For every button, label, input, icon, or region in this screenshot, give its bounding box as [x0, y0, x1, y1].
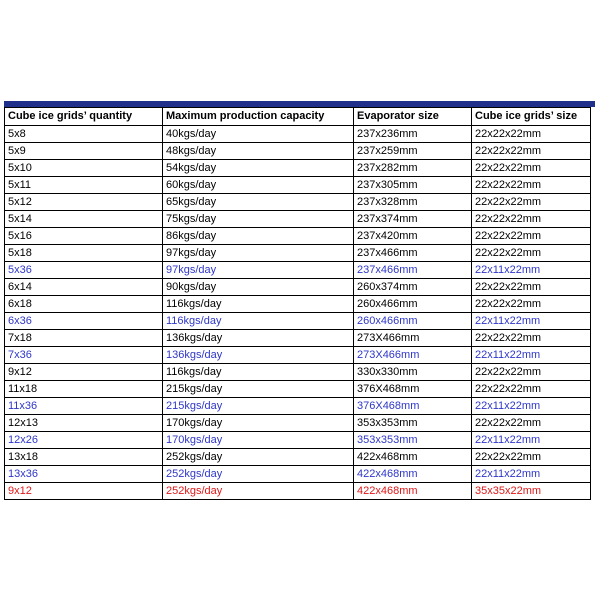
cell-evaporator-size: 273X466mm [354, 330, 472, 347]
cell-grids-quantity: 11x36 [5, 398, 163, 415]
table-row [5, 194, 591, 211]
cell-production-capacity: 97kgs/day [163, 262, 354, 279]
cell-grids-size: 22x22x22mm [472, 364, 591, 381]
cell-production-capacity: 75kgs/day [163, 211, 354, 228]
header-evaporator-size: Evaporator size [354, 108, 472, 126]
cell-grids-quantity: 7x36 [5, 347, 163, 364]
cell-grids-quantity: 9x12 [5, 483, 163, 500]
cell-evaporator-size: 237x259mm [354, 143, 472, 160]
cell-production-capacity: 136kgs/day [163, 330, 354, 347]
cell-production-capacity: 54kgs/day [163, 160, 354, 177]
cell-evaporator-size: 422x468mm [354, 449, 472, 466]
cell-production-capacity: 48kgs/day [163, 143, 354, 160]
cell-evaporator-size: 237x282mm [354, 160, 472, 177]
cell-grids-size: 22x22x22mm [472, 177, 591, 194]
cell-evaporator-size: 237x328mm [354, 194, 472, 211]
cell-grids-quantity: 5x10 [5, 160, 163, 177]
cell-production-capacity: 86kgs/day [163, 228, 354, 245]
cell-grids-size: 22x22x22mm [472, 194, 591, 211]
cell-grids-quantity: 6x14 [5, 279, 163, 296]
cell-grids-quantity: 13x36 [5, 466, 163, 483]
cell-grids-size: 22x11x22mm [472, 262, 591, 279]
cell-production-capacity: 136kgs/day [163, 347, 354, 364]
cell-grids-size: 22x11x22mm [472, 347, 591, 364]
table-row [5, 211, 591, 228]
table-row [5, 279, 591, 296]
cell-grids-size: 22x22x22mm [472, 211, 591, 228]
cell-evaporator-size: 237x305mm [354, 177, 472, 194]
cell-production-capacity: 252kgs/day [163, 449, 354, 466]
cell-grids-size: 22x22x22mm [472, 279, 591, 296]
cell-production-capacity: 116kgs/day [163, 364, 354, 381]
cell-production-capacity: 40kgs/day [163, 126, 354, 143]
cell-evaporator-size: 422x468mm [354, 483, 472, 500]
table-row [5, 143, 591, 160]
cell-evaporator-size: 376X468mm [354, 398, 472, 415]
header-grids-quantity: Cube ice grids’ quantity [5, 108, 163, 126]
cell-evaporator-size: 330x330mm [354, 364, 472, 381]
table-row [5, 245, 591, 262]
table-row [5, 432, 591, 449]
cell-production-capacity: 170kgs/day [163, 432, 354, 449]
cell-evaporator-size: 260x374mm [354, 279, 472, 296]
cell-evaporator-size: 260x466mm [354, 313, 472, 330]
table-row [5, 466, 591, 483]
cell-grids-size: 22x22x22mm [472, 381, 591, 398]
table-row [5, 381, 591, 398]
cell-evaporator-size: 353x353mm [354, 432, 472, 449]
cell-evaporator-size: 237x466mm [354, 245, 472, 262]
cell-grids-size: 22x22x22mm [472, 330, 591, 347]
cell-grids-size: 22x22x22mm [472, 228, 591, 245]
table-row [5, 449, 591, 466]
ice-machine-spec-table [4, 107, 591, 500]
cell-evaporator-size: 237x374mm [354, 211, 472, 228]
cell-grids-quantity: 7x18 [5, 330, 163, 347]
cell-grids-quantity: 5x14 [5, 211, 163, 228]
table-row [5, 347, 591, 364]
cell-grids-quantity: 5x36 [5, 262, 163, 279]
table-row [5, 262, 591, 279]
header-grids-size: Cube ice grids’ size [472, 108, 591, 126]
cell-production-capacity: 116kgs/day [163, 296, 354, 313]
cell-grids-size: 22x22x22mm [472, 160, 591, 177]
cell-grids-size: 22x22x22mm [472, 245, 591, 262]
cell-evaporator-size: 353x353mm [354, 415, 472, 432]
cell-grids-size: 35x35x22mm [472, 483, 591, 500]
cell-grids-quantity: 5x9 [5, 143, 163, 160]
header-row [5, 108, 591, 126]
table-row [5, 415, 591, 432]
table-row [5, 313, 591, 330]
table-row [5, 296, 591, 313]
cell-production-capacity: 65kgs/day [163, 194, 354, 211]
header-production-capacity: Maximum production capacity [163, 108, 354, 126]
cell-grids-size: 22x22x22mm [472, 449, 591, 466]
cell-evaporator-size: 376X468mm [354, 381, 472, 398]
cell-grids-quantity: 6x36 [5, 313, 163, 330]
cell-grids-quantity: 5x18 [5, 245, 163, 262]
cell-evaporator-size: 237x466mm [354, 262, 472, 279]
cell-grids-quantity: 5x12 [5, 194, 163, 211]
cell-grids-quantity: 9x12 [5, 364, 163, 381]
table-row [5, 228, 591, 245]
cell-evaporator-size: 237x420mm [354, 228, 472, 245]
cell-grids-size: 22x11x22mm [472, 398, 591, 415]
cell-grids-quantity: 5x8 [5, 126, 163, 143]
table-row [5, 398, 591, 415]
cell-grids-quantity: 5x11 [5, 177, 163, 194]
table-row [5, 177, 591, 194]
cell-production-capacity: 97kgs/day [163, 245, 354, 262]
cell-grids-size: 22x22x22mm [472, 143, 591, 160]
cell-production-capacity: 252kgs/day [163, 483, 354, 500]
cell-grids-quantity: 13x18 [5, 449, 163, 466]
table-body [5, 126, 591, 500]
table-row [5, 483, 591, 500]
cell-grids-quantity: 5x16 [5, 228, 163, 245]
cell-grids-size: 22x11x22mm [472, 432, 591, 449]
cell-production-capacity: 116kgs/day [163, 313, 354, 330]
cell-grids-quantity: 12x13 [5, 415, 163, 432]
table-row [5, 330, 591, 347]
cell-production-capacity: 252kgs/day [163, 466, 354, 483]
cell-evaporator-size: 260x466mm [354, 296, 472, 313]
cell-grids-size: 22x22x22mm [472, 126, 591, 143]
cell-evaporator-size: 273X466mm [354, 347, 472, 364]
cell-evaporator-size: 422x468mm [354, 466, 472, 483]
cell-production-capacity: 215kgs/day [163, 398, 354, 415]
cell-production-capacity: 170kgs/day [163, 415, 354, 432]
cell-production-capacity: 90kgs/day [163, 279, 354, 296]
cell-grids-size: 22x22x22mm [472, 415, 591, 432]
table-row [5, 160, 591, 177]
table-row [5, 364, 591, 381]
cell-grids-size: 22x11x22mm [472, 313, 591, 330]
table-row [5, 126, 591, 143]
cell-evaporator-size: 237x236mm [354, 126, 472, 143]
cell-production-capacity: 60kgs/day [163, 177, 354, 194]
cell-grids-size: 22x22x22mm [472, 296, 591, 313]
cell-grids-quantity: 11x18 [5, 381, 163, 398]
cell-grids-quantity: 6x18 [5, 296, 163, 313]
cell-grids-quantity: 12x26 [5, 432, 163, 449]
cell-production-capacity: 215kgs/day [163, 381, 354, 398]
cell-grids-size: 22x11x22mm [472, 466, 591, 483]
